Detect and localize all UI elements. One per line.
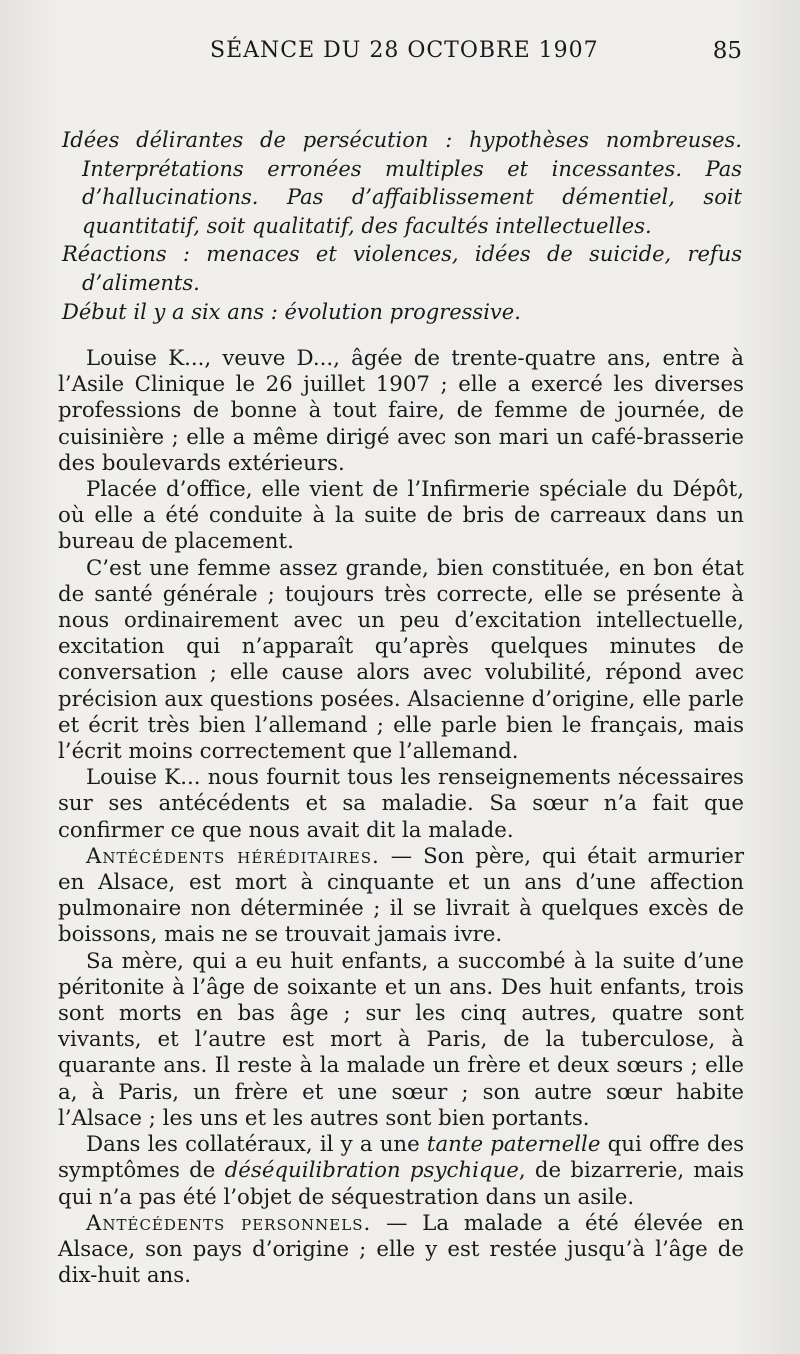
summary-line-onset: Début il y a six ans : évolution progressive. [62,299,521,324]
paragraph-mother: Sa mère, qui a eu huit enfants, a succombé à la suite d’une péritonite à l’âge de soixante et un ans. Des huit enfants, trois sont morts en bas âge ; sur les cinq autres, quatre sont vivants, et l’autre est mort à Paris, de la tuberculose, à quarante ans. Il reste à la malade un frère et deux sœurs ; elle a, à Paris, un frère et une sœur ; son autre sœur habite l’Alsace ; les uns et les autres sont bien portants. [58,948,744,1131]
page-number: 85 [712,38,742,64]
personal-text: — La malade a été élevée en Alsace, son pays d’origine ; elle y est restée jusqu’à l’âge de dix-huit ans. [58,1210,744,1289]
summary-line-ideas: Idées délirantes de persécution : hypothèses nombreuses. Interprétations erronées multiples et incessantes. Pas d’hallucinations. Pas d’affaiblissement démentiel, soit quantitatif, soit qualitatif, des facultés intellectuelles. [62,128,742,238]
collaterals-text-a: Dans les collatéraux, il y a une [86,1132,427,1158]
paragraph-collaterals [58,1132,744,1211]
section-heading-personal: Antécédents personnels. [86,1210,372,1236]
case-summary [62,126,742,326]
page-header [0,34,800,74]
hereditary-text: — Son père, qui était armurier en Alsace, est mort à cinquante et un ans d’une affection pulmonaire non déterminée ; il se livrait à quelques excès de boissons, mais ne se trouvait jamais ivre. [58,843,744,948]
collaterals-text-c: , de bizarrerie, mais qui n’a pas été l’objet de séquestration dans un asile. [58,1158,744,1210]
case-body [58,346,744,1289]
paragraph-personal [58,1211,744,1290]
collaterals-emphasis-disorder: déséquilibration psychique [224,1158,519,1184]
paragraph-description: C’est une femme assez grande, bien constituée, en bon état de santé générale ; toujours très correcte, elle se présente à nous ordinairement avec un peu d’excitation intellectuelle, excitation qui n’apparaît qu’après quelques minutes de conversation ; elle cause alors avec volubilité, répond avec précision aux questions posées. Alsacienne d’origine, elle parle et écrit très bien l’allemand ; elle parle bien le français, mais l’écrit moins correctement que l’allemand. [58,555,744,765]
running-title: SÉANCE DU 28 OCTOBRE 1907 [210,38,599,63]
section-heading-hereditary: Antécédents héréditaires. [86,843,380,869]
summary-line-reactions: Réactions : menaces et violences, idées de suicide, refus d’aliments. [62,242,742,295]
paragraph-information: Louise K... nous fournit tous les renseignements nécessaires sur ses antécédents et sa maladie. Sa sœur n’a fait que confirmer ce que nous avait dit la malade. [58,765,744,843]
paragraph-hereditary [58,844,744,949]
paragraph-placement: Placée d’office, elle vient de l’Infirmerie spéciale du Dépôt, où elle a été conduite à la suite de bris de carreaux dans un bureau de placement. [58,477,744,555]
collaterals-text-b: qui offre des symptômes de [58,1132,745,1184]
paragraph-admission: Louise K..., veuve D..., âgée de trente-quatre ans, entre à l’Asile Clinique le 26 juillet 1907 ; elle a exercé les diverses professions de bonne à tout faire, de femme de journée, de cuisinière ; elle a même dirigé avec son mari un café-brasserie des boulevards extérieurs. [58,346,744,476]
collaterals-emphasis-aunt: tante paternelle [426,1132,601,1158]
